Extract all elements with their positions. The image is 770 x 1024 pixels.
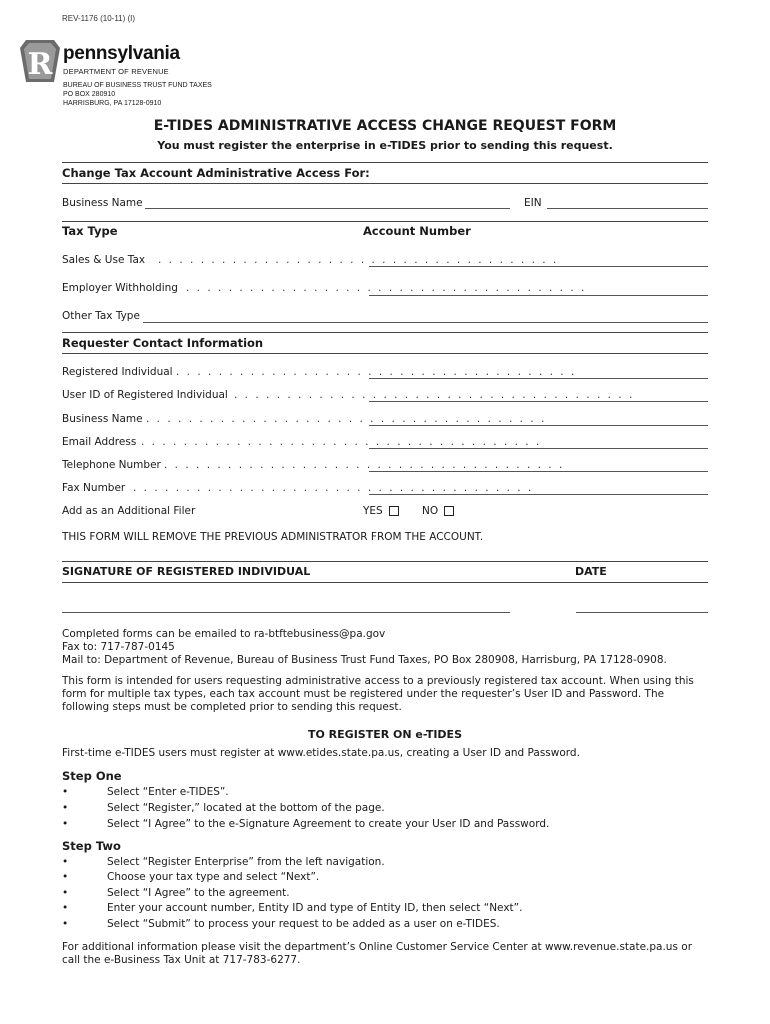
logo-letter: R xyxy=(27,47,53,82)
business-name-label: Business Name xyxy=(62,197,143,209)
sales-tax-account-field[interactable] xyxy=(369,266,708,267)
email-instruction: Completed forms can be emailed to ra-btftebusiness@pa.gov xyxy=(62,628,386,640)
step-two-item: Select “Submit” to process your request to be added as a user on e-TIDES. xyxy=(107,918,500,930)
leader-dots: . . . . . . . . . . . . . . . . . . . . . . . . . . . . . . . . . . . . . . xyxy=(141,436,542,448)
no-checkbox[interactable] xyxy=(444,506,454,516)
remove-admin-notice: THIS FORM WILL REMOVE THE PREVIOUS ADMINISTRATOR FROM THE ACCOUNT. xyxy=(62,531,484,543)
ein-label: EIN xyxy=(524,197,542,209)
fax-instruction: Fax to: 717-787-0145 xyxy=(62,641,175,653)
leader-dots: . . . . . . . . . . . . . . . . . . . . . . . . . . . . . . . . . . . . . . xyxy=(158,254,559,266)
requester-label-telephone: Telephone Number xyxy=(62,459,161,471)
step-two-title: Step Two xyxy=(62,839,121,853)
leader-dots: . . . . . . . . . . . . . . . . . . . . . . . . . . . . . . . . . . . . . . xyxy=(164,459,565,471)
step-two-item: Choose your tax type and select “Next”. xyxy=(107,871,320,883)
signature-field[interactable] xyxy=(62,612,510,613)
section-heading-change: Change Tax Account Administrative Access For: xyxy=(62,166,370,180)
form-subtitle: You must register the enterprise in e-TIDES prior to sending this request. xyxy=(157,139,613,152)
user-id-field[interactable] xyxy=(369,401,708,402)
divider xyxy=(62,332,708,333)
fax-field[interactable] xyxy=(369,494,708,495)
intro-paragraph: This form is intended for users requesting administrative access to a previously registered tax account. When using this form for multiple tax types, each tax account must be registered under the requester’s User ID and Password. The following steps must be completed prior to sending this request. xyxy=(62,675,694,713)
keystone-logo xyxy=(20,40,60,82)
leader-dots: . . . . . . . . . . . . . . . . . . . . . . . . . . . . . . . . . . . . . . xyxy=(234,389,635,401)
signature-label: SIGNATURE OF REGISTERED INDIVIDUAL xyxy=(62,565,311,578)
form-code: REV-1176 (10-11) (I) xyxy=(62,14,136,23)
step-one-item: Select “I Agree” to the e-Signature Agreement to create your User ID and Password. xyxy=(107,818,550,830)
tax-row-label-withholding: Employer Withholding xyxy=(62,282,178,294)
step-one-item: Select “Enter e-TIDES”. xyxy=(107,786,229,798)
date-label: DATE xyxy=(575,565,607,578)
address-line-2: PO BOX 280910 xyxy=(63,91,116,98)
mail-instruction: Mail to: Department of Revenue, Bureau of Business Trust Fund Taxes, PO Box 280908, Harrisburg, PA 17128-0908. xyxy=(62,654,667,666)
business-name-field[interactable] xyxy=(145,208,510,209)
bullet: • xyxy=(62,802,69,814)
tax-row-label-sales: Sales & Use Tax xyxy=(62,254,146,266)
requester-heading: Requester Contact Information xyxy=(62,336,264,350)
department-name: DEPARTMENT OF REVENUE xyxy=(63,67,169,76)
step-two-item: Enter your account number, Entity ID and type of Entity ID, then select “Next”. xyxy=(107,902,523,914)
yes-checkbox[interactable] xyxy=(389,506,399,516)
bullet: • xyxy=(62,902,69,914)
address-line-1: BUREAU OF BUSINESS TRUST FUND TAXES xyxy=(63,82,212,89)
divider xyxy=(62,162,708,163)
step-one-title: Step One xyxy=(62,769,122,783)
no-label: NO xyxy=(422,505,439,517)
divider xyxy=(62,221,708,222)
address-line-3: HARRISBURG, PA 17128-0910 xyxy=(63,100,162,107)
leader-dots: . . . . . . . . . . . . . . . . . . . . . . . . . . . . . . . . . . . . . . xyxy=(146,413,547,425)
step-one-item: Select “Register,” located at the bottom of the page. xyxy=(107,802,385,814)
bullet: • xyxy=(62,818,69,830)
divider xyxy=(62,582,708,583)
ein-field[interactable] xyxy=(547,208,708,209)
leader-dots: . . . . . . . . . . . . . . . . . . . . . . . . . . . . . . . . . . . . . . xyxy=(186,282,587,294)
email-field[interactable] xyxy=(369,448,708,449)
account-number-header: Account Number xyxy=(363,224,471,238)
divider xyxy=(62,183,708,184)
bullet: • xyxy=(62,871,69,883)
yes-option[interactable] xyxy=(363,505,399,517)
telephone-field[interactable] xyxy=(369,471,708,472)
withholding-account-field[interactable] xyxy=(369,295,708,296)
footer-paragraph: For additional information please visit the department’s Online Customer Service Center at www.revenue.state.pa.us or call the e-Business Tax Unit at 717-783-6277. xyxy=(62,941,693,966)
bullet: • xyxy=(62,856,69,868)
bullet: • xyxy=(62,887,69,899)
requester-label-business-name: Business Name xyxy=(62,413,143,425)
requester-label-registered-individual: Registered Individual xyxy=(62,366,173,378)
requester-label-user-id: User ID of Registered Individual xyxy=(62,389,228,401)
requester-label-email: Email Address xyxy=(62,436,137,448)
register-heading: TO REGISTER ON e-TIDES xyxy=(308,728,462,741)
divider xyxy=(62,561,708,562)
form-title: E-TIDES ADMINISTRATIVE ACCESS CHANGE REQUEST FORM xyxy=(153,118,617,134)
other-tax-type-field[interactable] xyxy=(143,322,708,323)
divider xyxy=(62,353,708,354)
state-name: pennsylvania xyxy=(63,43,180,64)
tax-row-label-other: Other Tax Type xyxy=(62,310,140,322)
bullet: • xyxy=(62,918,69,930)
requester-business-name-field[interactable] xyxy=(369,425,708,426)
registered-individual-field[interactable] xyxy=(369,378,708,379)
keystone-icon xyxy=(20,40,60,82)
leader-dots: . . . . . . . . . . . . . . . . . . . . . . . . . . . . . . . . . . . . . . xyxy=(133,482,534,494)
additional-filer-label: Add as an Additional Filer xyxy=(62,505,196,517)
step-two-item: Select “I Agree” to the agreement. xyxy=(107,887,290,899)
leader-dots: . . . . . . . . . . . . . . . . . . . . . . . . . . . . . . . . . . . . . . xyxy=(176,366,577,378)
bullet: • xyxy=(62,786,69,798)
yes-label: YES xyxy=(363,505,383,517)
requester-label-fax: Fax Number xyxy=(62,482,126,494)
date-field[interactable] xyxy=(576,612,708,613)
tax-type-header: Tax Type xyxy=(62,224,118,238)
no-option[interactable] xyxy=(422,505,454,517)
step-two-item: Select “Register Enterprise” from the left navigation. xyxy=(107,856,385,868)
first-time-instruction: First-time e-TIDES users must register at www.etides.state.pa.us, creating a User ID and Password. xyxy=(62,747,580,759)
